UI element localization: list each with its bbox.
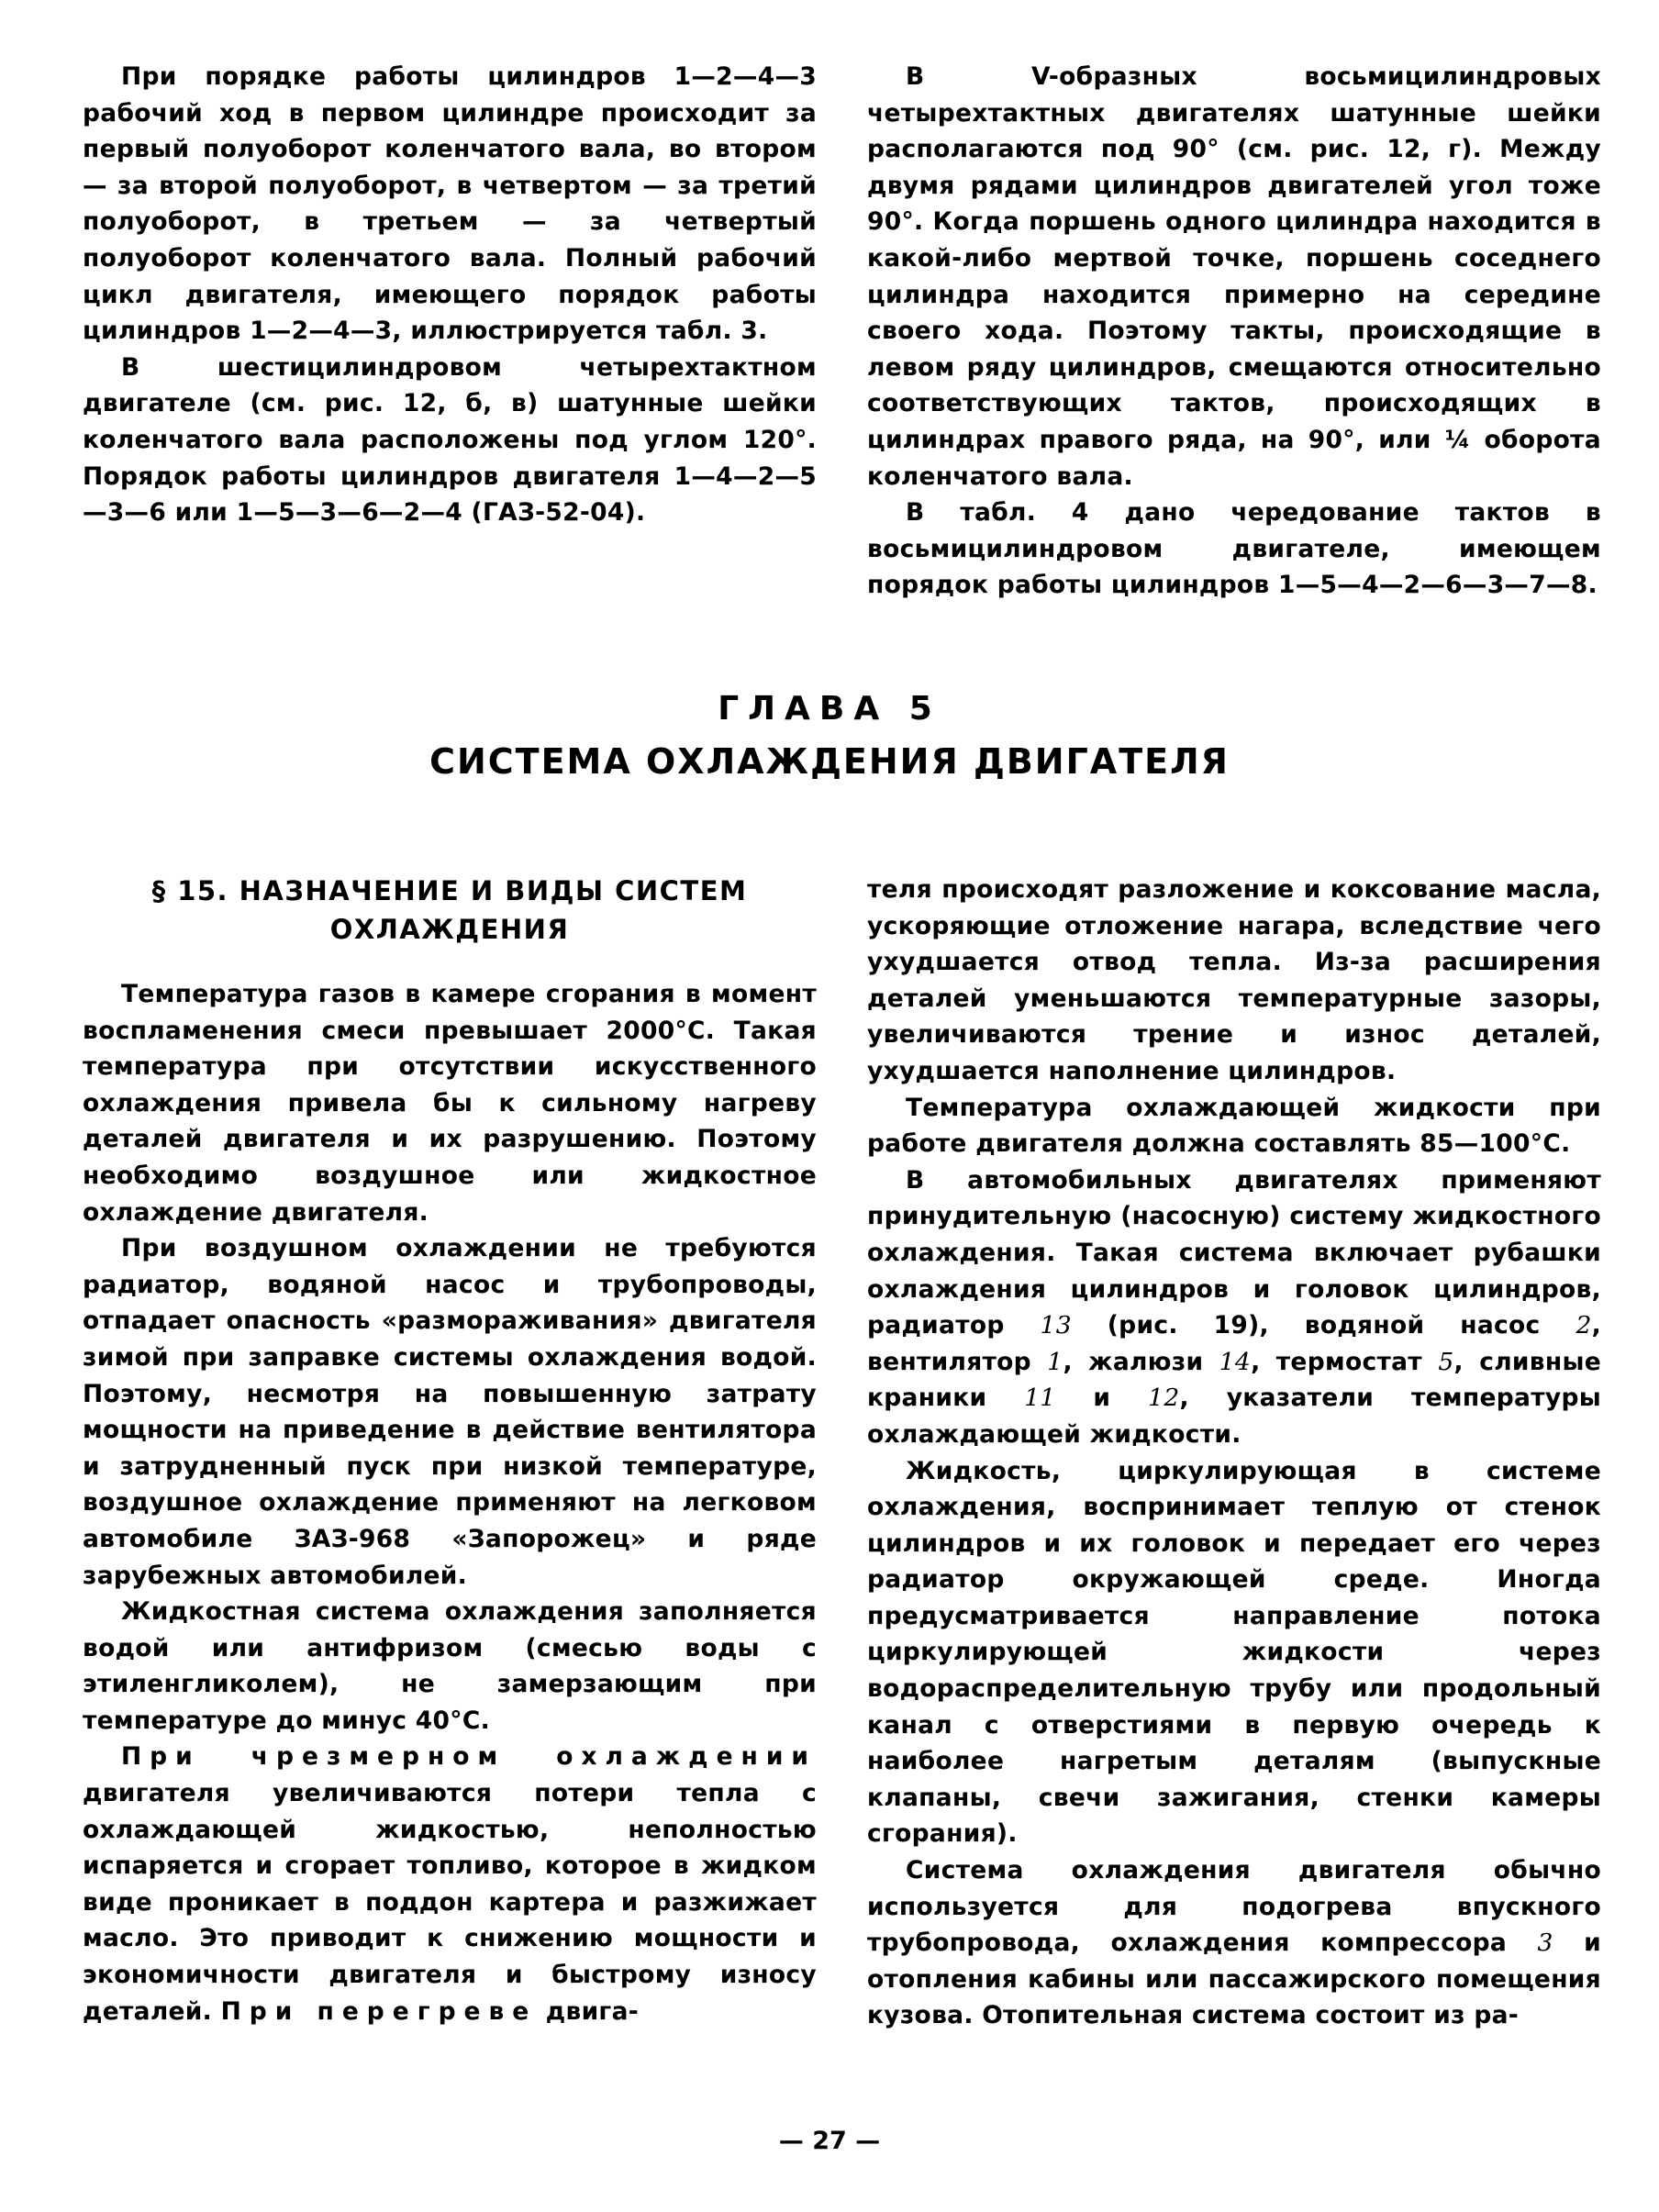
paragraph: При порядке работы цилиндров 1—2—4—3 рабочий ход в первом цилиндре происходит за первый полуоборот коленчатого вала, во втором — за второй полуоборот, в четвертом — за третий полуоборот, в третьем — за четвертый полуоборот коленчатого вала. Полный рабочий цикл двигателя, имеющего порядок работы цилиндров 1—2—4—3, иллюстрируется табл. 3. bbox=[83, 62, 817, 346]
text-run: , указатели температуры охлаждающей жидкости. bbox=[867, 1384, 1601, 1449]
paragraph bbox=[867, 1162, 1601, 1453]
paragraph: В V-образных восьмицилиндровых четырехтактных двигателях шатунные шейки располагаются под 90° (см. рис. 12, г). Между двумя рядами цилиндров двигателей угол тоже 90°. Когда поршень одного цилиндра находится в какой-либо мертвой точке, поршень соседнего цилиндра находится примерно на середине своего хода. Поэтому такты, происходящие в левом ряду цилиндров, смещаются относительно соответствующих тактов, происходящих в цилиндрах правого ряда, на 90°, или ¼ оборота коленчатого вала. bbox=[867, 62, 1601, 491]
text-run: , жалюзи bbox=[1063, 1347, 1219, 1376]
paragraph: Температура охлаждающей жидкости при работе двигателя должна составлять 85—100°С. bbox=[867, 1093, 1601, 1159]
bottom-right-column bbox=[867, 872, 1601, 2034]
emphasis-text: При перегреве bbox=[220, 1996, 538, 2026]
text-run: и bbox=[1055, 1384, 1149, 1413]
paragraph: Жидкостная система охлаждения заполняется водой или антифризом (смесью воды с этиленгликолем), не замерзающим при температуре до минус 40°С. bbox=[83, 1597, 817, 1735]
paragraph: Температура газов в камере сгорания в момент воспламенения смеси превышает 2000°С. Такая температура при отсутствии искусственного охлаждения привела бы к сильному нагреву деталей двигателя и их разрушению. Поэтому необходимо воздушное или жидкостное охлаждение двигателя. bbox=[83, 980, 817, 1227]
text-run: двигателя увеличиваются потери тепла с охлаждающей жидкостью, неполностью испаряется и сгорает топливо, которое в жидком виде проникает в поддон картера и разжижает масло. Это приводит к снижению мощности и экономичности двигателя и быстрому износу деталей. bbox=[83, 1779, 817, 2026]
paragraph: Жидкость, циркулирующая в системе охлаждения, воспринимает теплую от стенок цилиндров и их головок и передает его через радиатор окружающей среде. Иногда предусматривается направление потока циркулирующей жидкости через водораспределительную трубу или продольный канал с отверстиями в первую очередь к наиболее нагретым деталям (выпускные клапаны, свечи зажигания, стенки камеры сгорания). bbox=[867, 1456, 1601, 1849]
paragraph: теля происходят разложение и коксование масла, ускоряющие отложение нагара, вследствие чего ухудшается отвод тепла. Из-за расширения деталей уменьшаются температурные зазоры, увеличиваются трение и износ деталей, ухудшается наполнение цилиндров. bbox=[867, 875, 1601, 1085]
text-run: , вентилятор bbox=[867, 1311, 1601, 1376]
top-left-column bbox=[83, 59, 817, 531]
section-title: § 15. НАЗНАЧЕНИЕ И ВИДЫ СИСТЕМ ОХЛАЖДЕНИЯ bbox=[151, 875, 748, 945]
text-run: (рис. 19), водяной насос bbox=[1071, 1311, 1576, 1340]
text-run: В автомобильных двигателях применяют принудительную (насосную) систему жидкостного охлаждения. Такая система включает рубашки охлаждения цилиндров и головок цилиндров, радиатор bbox=[867, 1165, 1601, 1340]
paragraph: В табл. 4 дано чередование тактов в восьмицилиндровом двигателе, имеющем порядок работы цилиндров 1—5—4—2—6—3—7—8. bbox=[867, 498, 1601, 600]
top-right-column bbox=[867, 59, 1601, 604]
text-run: , термостат bbox=[1251, 1347, 1439, 1376]
figure-ref: 2 bbox=[1575, 1311, 1592, 1340]
paragraph: В шестицилиндровом четырехтактном двигателе (см. рис. 12, б, в) шатунные шейки коленчатого вала расположены под углом 120°. Порядок работы цилиндров двигателя 1—4—2—5—3—6 или 1—5—3—6—2—4 (ГАЗ-52-04). bbox=[83, 352, 817, 528]
text-run: Система охлаждения двигателя обычно используется для подогрева впускного трубопровода, охлаждения компрессора bbox=[867, 1856, 1601, 1958]
emphasis-text: При чрезмерном охлаждении bbox=[121, 1742, 817, 1772]
bottom-left-column bbox=[83, 872, 817, 2029]
figure-ref: 3 bbox=[1537, 1929, 1553, 1958]
text-run: , сливные краники bbox=[867, 1347, 1602, 1413]
figure-ref: 13 bbox=[1040, 1311, 1072, 1340]
figure-ref: 1 bbox=[1047, 1347, 1063, 1376]
chapter-title: СИСТЕМА ОХЛАЖДЕНИЯ ДВИГАТЕЛЯ bbox=[429, 741, 1230, 782]
figure-ref: 12 bbox=[1148, 1384, 1180, 1413]
figure-ref: 5 bbox=[1438, 1347, 1454, 1376]
page-number: — 27 — bbox=[778, 2127, 881, 2155]
text-run: и отопления кабины или пассажирского помещения кузова. Отопительная система состоит из ра- bbox=[867, 1929, 1601, 2030]
text-run: двига- bbox=[537, 1996, 640, 2026]
figure-ref: 11 bbox=[1024, 1384, 1056, 1413]
figure-ref: 14 bbox=[1219, 1347, 1252, 1376]
paragraph bbox=[83, 1739, 817, 2029]
chapter-label: ГЛАВА 5 bbox=[718, 690, 941, 728]
paragraph: При воздушном охлаждении не требуются радиатор, водяной насос и трубопроводы, отпадает опасность «размораживания» двигателя зимой при заправке системы охлаждения водой. Поэтому, несмотря на повышенную затрату мощности на приведение в действие вентилятора и затрудненный пуск при низкой температуре, воздушное охлаждение применяют на легковом автомобиле ЗАЗ-968 «Запорожец» и ряде зарубежных автомобилей. bbox=[83, 1234, 817, 1590]
paragraph bbox=[867, 1852, 1601, 2034]
